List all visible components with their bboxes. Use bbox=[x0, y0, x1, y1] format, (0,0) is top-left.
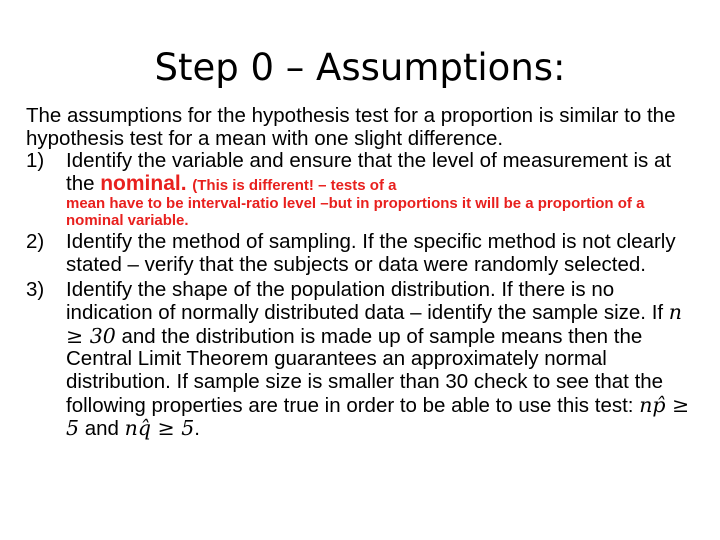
list-item bbox=[26, 279, 698, 441]
item-text: Identify the variable and ensure that the level of measurement is at the bbox=[66, 149, 672, 195]
list-number: 2) bbox=[26, 230, 45, 254]
item-text: . bbox=[194, 417, 200, 441]
math-np-hat: np̂ ≥ 5 bbox=[66, 392, 690, 441]
slide-body bbox=[26, 105, 698, 443]
math-nq-hat: nq̂ ≥ 5 bbox=[124, 416, 195, 441]
item-text: Identify the shape of the population distribution. If there is no indication of normally distributed data – identify the sample size. If bbox=[66, 277, 669, 325]
assumption-list bbox=[26, 150, 698, 441]
intro-paragraph: The assumptions for the hypothesis test for a proportion is similar to the hypothesis test for a mean with one slight difference. bbox=[26, 104, 676, 150]
note-inline: (This is different! – tests of a bbox=[192, 176, 397, 194]
list-number: 1) bbox=[26, 149, 45, 173]
list-item bbox=[26, 150, 698, 229]
slide-title: Step 0 – Assumptions: bbox=[154, 46, 566, 89]
list-item bbox=[26, 231, 698, 276]
math-n-ge-30: n ≥ 30 bbox=[66, 300, 682, 348]
item-text: Identify the method of sampling. If the specific method is not clearly stated – verify that the subjects or data were randomly selected. bbox=[66, 230, 676, 276]
nominal-highlight: nominal. bbox=[100, 171, 187, 195]
note-text: mean have to be interval-ratio level –but in proportions it will be a proportion of a nominal variable. bbox=[66, 195, 645, 230]
item-text: and bbox=[79, 417, 125, 441]
item-text: and the distribution is made up of sample means then the Central Limit Theorem guarantees an approximately normal distribution. If sample size is smaller than 30 check to see that the following properties are true in order to be able to use this test: bbox=[66, 324, 664, 417]
list-number: 3) bbox=[26, 277, 45, 301]
